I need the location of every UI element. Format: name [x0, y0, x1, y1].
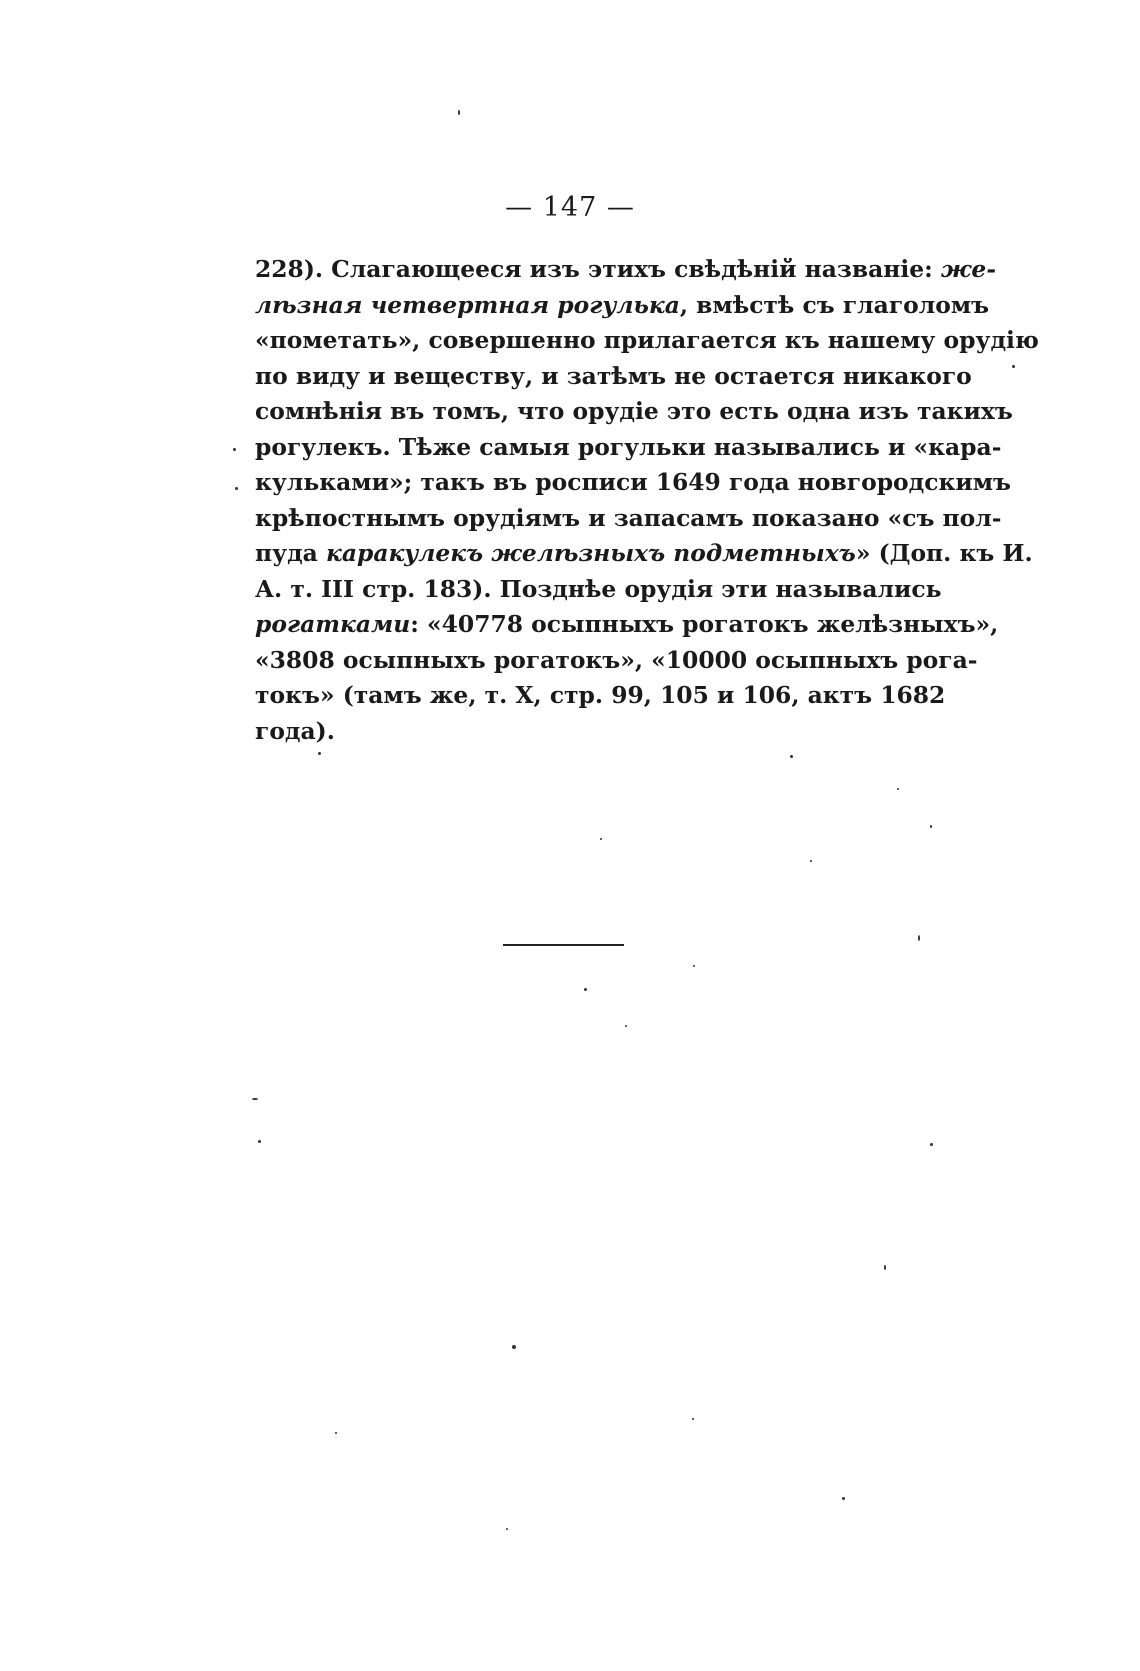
text-run: А. т. III стр. 183). Позднѣе орудія эти назывались	[255, 574, 942, 603]
text-run: : «40778 осыпныхъ рогатокъ желѣзныхъ»,	[410, 610, 999, 638]
text-run: «пометать», совершенно прилагается къ нашему орудію	[255, 326, 1039, 354]
scan-speck	[625, 1025, 627, 1027]
text-run: токъ» (тамъ же, т. X, стр. 99, 105 и 106, актъ 1682	[255, 681, 946, 709]
text-line	[255, 678, 946, 714]
text-line	[255, 359, 972, 395]
text-line	[255, 465, 1011, 501]
section-divider	[503, 944, 624, 946]
text-run: года).	[255, 716, 335, 745]
scan-speck	[692, 1418, 694, 1420]
scan-speck	[252, 1098, 258, 1100]
text-line	[255, 430, 1002, 466]
text-run: рогулекъ. Тѣже самыя рогульки назывались и «кара-	[255, 432, 1002, 461]
text-run: кульками»; такъ въ росписи 1649 года новгородскимъ	[255, 468, 1011, 496]
scan-speck	[790, 755, 793, 758]
scan-speck	[233, 448, 236, 451]
text-run: пуда	[255, 539, 326, 567]
text-line	[255, 323, 1039, 359]
scan-speck	[693, 965, 695, 967]
italic-run: лѣзная четвертная рогулька	[255, 290, 680, 319]
scan-speck	[458, 110, 460, 115]
text-line	[255, 643, 978, 679]
scan-speck	[930, 825, 932, 828]
scan-speck	[897, 788, 899, 790]
scan-speck	[884, 1265, 886, 1270]
page-number: — 147 —	[505, 192, 635, 223]
scan-speck	[506, 1528, 508, 1530]
text-run: сомнѣнія въ томъ, что орудіе это есть одна изъ такихъ	[255, 397, 1013, 425]
text-line	[255, 607, 999, 643]
scan-speck	[600, 838, 602, 840]
italic-run: каракулекъ желѣзныхъ подметныхъ	[325, 539, 856, 567]
scan-speck	[335, 1432, 337, 1434]
text-line	[255, 501, 1002, 537]
text-line	[255, 714, 885, 750]
text-run: «3808 осыпныхъ рогатокъ», «10000 осыпныхъ рога-	[255, 645, 978, 674]
text-line	[255, 288, 990, 324]
text-line	[255, 252, 997, 288]
text-run: , вмѣстѣ съ глаголомъ	[679, 290, 990, 319]
scan-speck	[918, 935, 920, 941]
scan-speck	[318, 752, 321, 755]
text-run: 228). Слагающееся изъ этихъ свѣдѣній названіе:	[255, 255, 941, 283]
text-run: по виду и веществу, и затѣмъ не остается никакого	[255, 361, 972, 390]
scan-speck	[1012, 365, 1015, 368]
text-line	[255, 394, 1013, 430]
body-text	[255, 252, 1039, 749]
text-line	[255, 536, 1033, 572]
text-run: » (Доп. къ И.	[855, 539, 1033, 567]
italic-run: рогатками	[255, 610, 411, 638]
scan-speck	[584, 988, 587, 991]
text-line	[255, 572, 942, 608]
scan-speck	[512, 1345, 516, 1349]
scan-speck	[235, 487, 238, 490]
scan-speck	[842, 1497, 845, 1500]
text-run: крѣпостнымъ орудіямъ и запасамъ показано «съ пол-	[255, 503, 1002, 532]
scan-speck	[930, 1143, 933, 1146]
italic-run: же-	[940, 255, 997, 283]
scan-speck	[258, 1140, 261, 1143]
scan-speck	[810, 860, 812, 862]
